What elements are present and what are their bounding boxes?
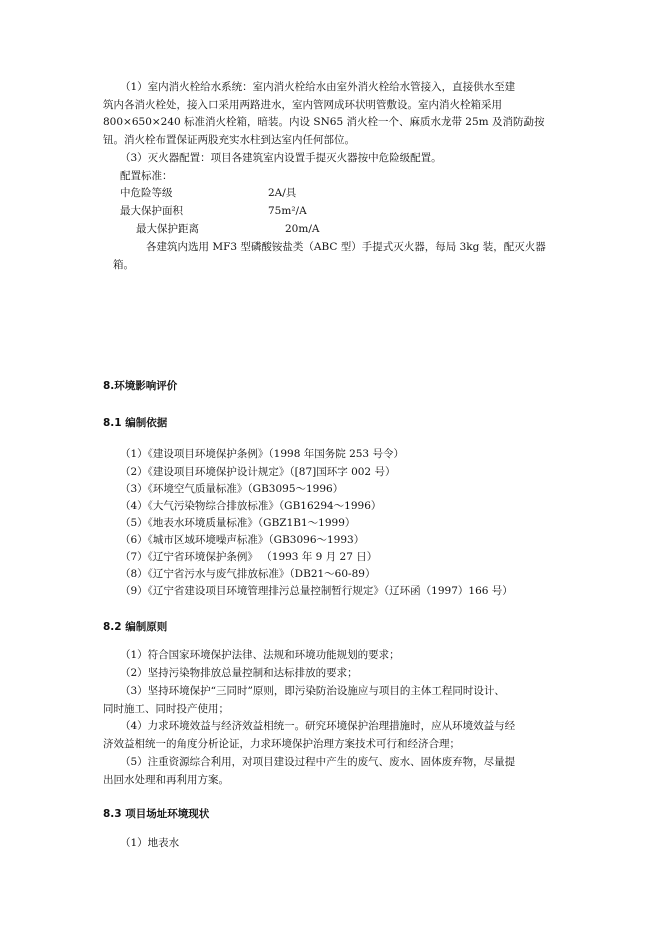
list-item: （5）《地表水环境质量标准》（GBZ1B1～1999） xyxy=(120,517,356,529)
standard-label: 最大保护距离 xyxy=(136,223,199,235)
standard-label: 最大保护面积 xyxy=(120,205,183,217)
paragraph-line: 各建筑内选用 MF3 型磷酸铵盐类（ABC 型）手提式灭火器，每局 3kg 装，配灭火器 xyxy=(146,241,546,253)
standard-value: 20m/A xyxy=(285,223,320,235)
list-item: （2）《建设项目环境保护设计规定》（[87]国环字 002 号） xyxy=(120,466,396,478)
paragraph-line: （2）坚持污染物排放总量控制和达标排放的要求； xyxy=(120,667,358,679)
paragraph-line: （4）力求环境效益与经济效益相统一。研究环境保护治理措施时，应从环境效益与经 xyxy=(120,720,516,732)
list-item: （3）《环境空气质量标准》（GB3095～1996） xyxy=(120,483,344,495)
standard-label: 中危险等级 xyxy=(120,187,173,199)
standard-value: 2A/具 xyxy=(268,187,297,199)
paragraph-line: 济效益相统一的角度分析论证，力求环境保护治理方案技术可行和经济合理； xyxy=(103,738,460,750)
paragraph-line: 钮。消火栓布置保证两股充实水柱到达室内任何部位。 xyxy=(103,134,355,146)
chapter-title: 8.环境影响评价 xyxy=(103,380,178,392)
paragraph-line: 配置标准： xyxy=(120,170,173,182)
paragraph-line: （3）坚持环境保护“三同时”原则，即污染防治设施应与项目的主体工程同时设计、 xyxy=(120,685,505,697)
paragraph-line: （5）注重资源综合利用，对项目建设过程中产生的废气、废水、固体废弃物，尽量提 xyxy=(120,756,516,768)
section-title: 8.2 编制原则 xyxy=(103,621,168,633)
standard-value: 75m²/A xyxy=(268,205,307,217)
paragraph-line: 箱。 xyxy=(113,259,134,271)
paragraph-line: 800×650×240 标准消火栓箱，暗装。内设 SN65 消火栓一个、麻质水龙带 25m 及消防勐按 xyxy=(103,116,545,128)
paragraph-line: （1）室内消火栓给水系统：室内消火栓给水由室外消火栓给水管接入，直接供水至建 xyxy=(120,81,516,93)
list-item: （6）《城市区域环境噪声标准》（GB3096～1993） xyxy=(120,534,365,546)
paragraph-line: 筑内各消火栓处，接入口采用两路进水，室内管网成环状明管敷设。室内消火栓箱采用 xyxy=(103,99,502,111)
list-item: （4）《大气污染物综合排放标准》（GB16294～1996） xyxy=(120,500,382,512)
list-item: （9）《辽宁省建设项目环境管理排污总量控制暂行规定》（辽环函（1997）166 号） xyxy=(120,585,513,597)
paragraph-line: 出回水处理和再利用方案。 xyxy=(103,774,229,786)
list-item: （8）《辽宁省污水与废气排放标准》（DB21～60-89） xyxy=(120,568,376,580)
paragraph-line: 同时施工、同时投产使用； xyxy=(103,703,229,715)
section-title: 8.3 项目场址环境现状 xyxy=(103,808,210,820)
paragraph-line: （1）符合国家环境保护法律、法规和环境功能规划的要求； xyxy=(120,649,400,661)
list-item: （1）《建设项目环境保护条例》（1998 年国务院 253 号令） xyxy=(120,448,404,460)
paragraph-line: （3）灭火器配置：项目各建筑室内设置手提灭火器按中危险级配置。 xyxy=(120,152,442,164)
list-item: （7）《辽宁省环境保护条例》 （1993 年 9 月 27 日） xyxy=(120,551,378,563)
list-item: （1）地表水 xyxy=(120,837,180,849)
section-title: 8.1 编制依据 xyxy=(103,417,168,429)
